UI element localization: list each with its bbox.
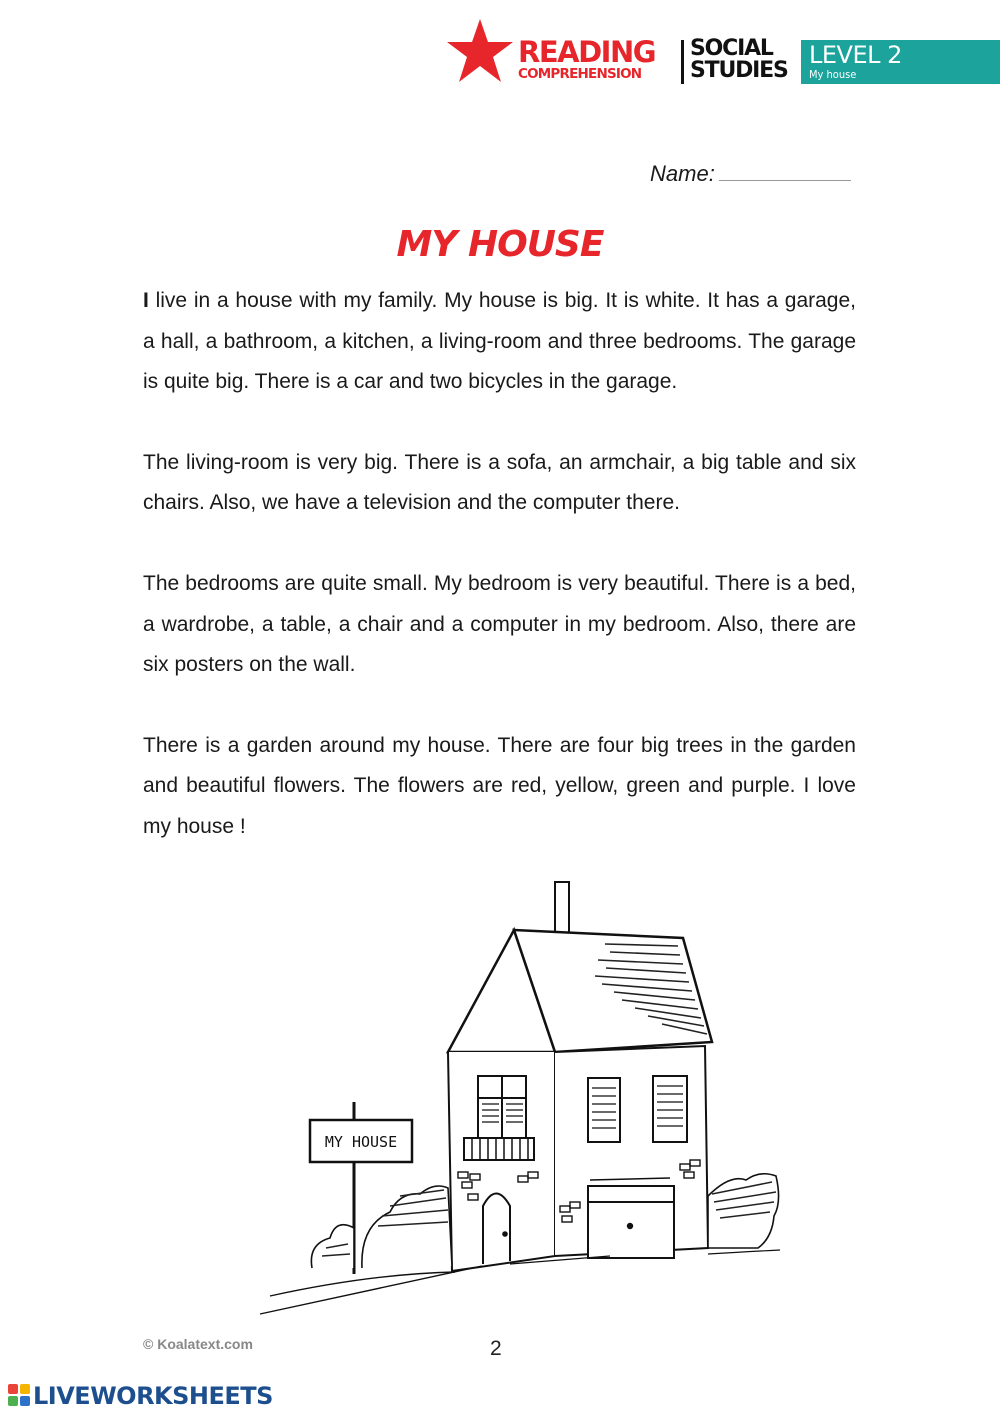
liveworksheets-logo-icon [8, 1384, 30, 1406]
brand-divider [681, 40, 684, 84]
level-badge [801, 40, 1000, 84]
sign-text: MY HOUSE [324, 1133, 398, 1151]
paragraph-1: I live in a house with my family. My house is big. It is white. It has a garage, a hall, a bathroom, a kitchen, a living-room and three bedrooms. The garage is quite big. There is a car and two bicycles in the garage. [143, 289, 856, 394]
paragraph-4: There is a garden around my house. There are four big trees in the garden and beautiful flowers. The flowers are red, yellow, green and purple. I love my house ! [143, 733, 856, 838]
paragraph-3: The bedrooms are quite small. My bedroom is very beautiful. There is a bed, a wardrobe, a table, a chair and a computer in my bedroom. Also, there are six posters on the wall. [143, 571, 856, 677]
page-number: 2 [490, 1337, 502, 1360]
liveworksheets-footer[interactable] [8, 1380, 308, 1410]
paragraph-2: The living-room is very big. There is a sofa, an armchair, a big table and six chairs. Also, we have a television and the computer there. [143, 450, 856, 515]
name-blank[interactable] [719, 160, 851, 181]
social-studies-logo: SOCIAL STUDIES [690, 36, 788, 83]
liveworksheets-brand: LIVEWORKSHEETS [33, 1382, 273, 1410]
header-branding [446, 18, 1000, 86]
copyright-text: © Koalatext.com [143, 1336, 253, 1352]
house-illustration [250, 876, 790, 1331]
topic-label: My house [809, 68, 857, 81]
name-label: Name [650, 161, 709, 186]
story-text [143, 281, 856, 888]
star-icon [446, 18, 514, 84]
page-title: MY HOUSE [396, 224, 604, 265]
level-label: LEVEL 2 [809, 41, 902, 69]
reading-comprehension-logo: READING COMPREHENSION [518, 35, 656, 82]
name-field: Name: [650, 160, 860, 187]
